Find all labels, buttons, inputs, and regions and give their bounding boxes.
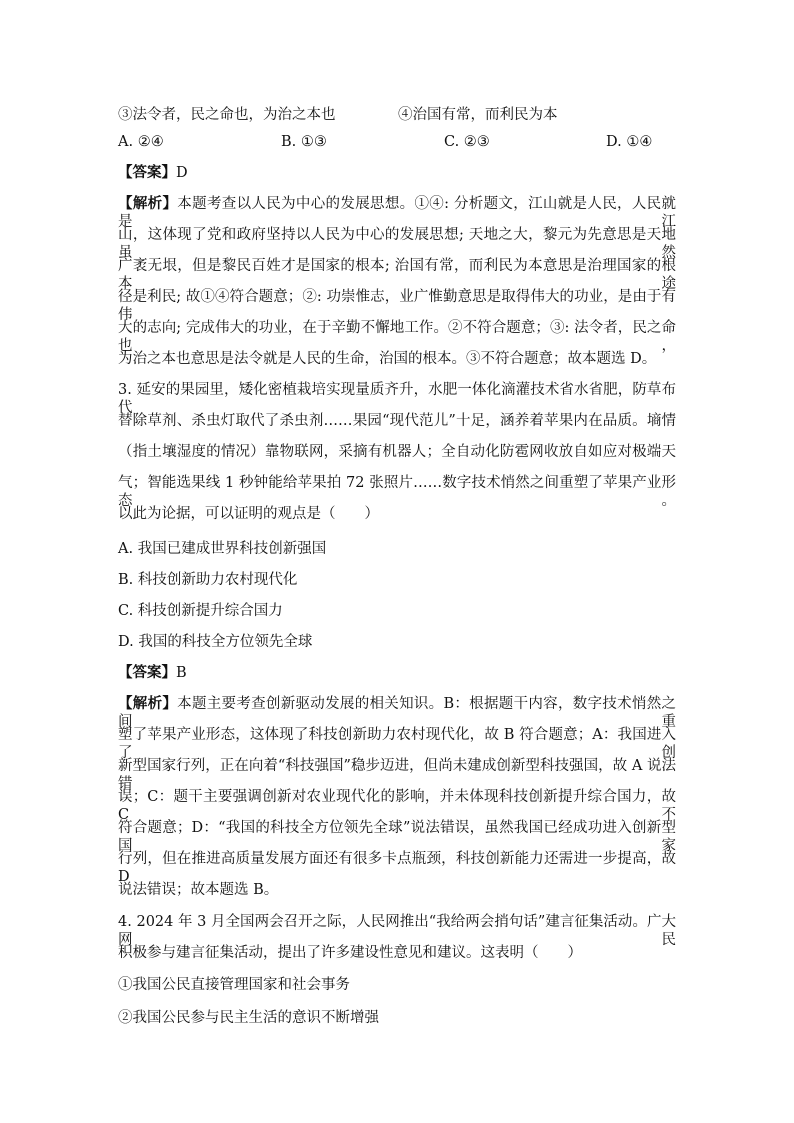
answer-label: 【答案】: [118, 164, 176, 181]
q3-option-d: D. 我国的科技全方位领先全球: [118, 634, 313, 650]
q4-option-1: ①我国公民直接管理国家和社会事务: [118, 977, 350, 993]
analysis-label: 【解析】: [118, 695, 178, 712]
q2-choice-c: C. ②③: [444, 134, 490, 150]
q3-answer: [118, 664, 187, 682]
q4-stem-line-2: 积极参与建言征集活动，提出了许多建设性意见和建议。这表明（ ）: [118, 945, 582, 961]
q3-analysis-line-5: 符合题意；D：“我国的科技全方位领先全球”说法错误，虽然我国已经成功进入创新型国家: [118, 820, 676, 854]
answer-value: B: [176, 665, 187, 681]
q2-option-4: ④治国有常，而利民为本: [398, 107, 558, 123]
q3-analysis-line-6: 行列，但在推进高质量发展方面还有很多卡点瓶颈，科技创新能力还需进一步提高，故 D: [118, 851, 676, 885]
q4-option-2: ②我国公民参与民主生活的意识不断增强: [118, 1010, 379, 1026]
q2-choice-b: B. ①③: [281, 134, 327, 150]
q3-analysis-line-2: 塑了苹果产业形态，这体现了科技创新助力农村现代化，故 B 符合题意；A：我国进入了创: [118, 727, 676, 761]
q2-analysis-line-6: 为治之本也意思是法令就是人民的生命，治国的根本。③不符合题意；故本题选 D。: [118, 351, 657, 367]
q3-stem-line-3: （指土壤湿度的情况）靠物联网，采摘有机器人；全自动化防雹网收放自如应对极端天: [118, 444, 676, 460]
analysis-text: 本题考查以人民为中心的发展思想。①④: 分析题文，江山就是人民，人民就是江: [118, 196, 676, 230]
q4-stem-line-1: 4. 2024 年 3 月全国两会召开之际，人民网推出“我给两会捎句话”建言征集活动。广大网民: [118, 914, 676, 948]
q3-option-a: A. 我国已建成世界科技创新强国: [118, 541, 327, 557]
q2-analysis-line-2: 山，这体现了党和政府坚持以人民为中心的发展思想; 天地之大，黎元为先意思是天地虽然: [118, 227, 676, 261]
q3-stem-line-2: 替除草剂、杀虫灯取代了杀虫剂……果园“现代范儿”十足，涵养着苹果内在品质。墒情: [118, 413, 676, 429]
q3-stem-line-4: 气；智能选果线 1 秒钟能给苹果拍 72 张照片……数字技术悄然之间重塑了苹果产业形态。: [118, 475, 676, 509]
q3-option-b: B. 科技创新助力农村现代化: [118, 572, 298, 588]
q3-analysis-line-3: 新型国家行列，正在向着“科技强国”稳步迈进，但尚未建成创新型科技强国，故 A 说法错: [118, 758, 676, 792]
q3-analysis-line-7: 说法错误；故本题选 B。: [118, 882, 279, 898]
q2-analysis-line-5: 大的志向; 完成伟大的功业，在于辛勤不懈地工作。②不符合题意；③: 法令者，民之命也，: [118, 320, 676, 354]
analysis-label: 【解析】: [118, 195, 178, 212]
q2-option-3: ③法令者，民之命也，为治之本也: [118, 107, 336, 123]
q2-analysis-line-4: 径是利民; 故①④符合题意；②: 功崇惟志，业广惟勤意思是取得伟大的功业，是由于有伟: [118, 289, 676, 323]
q2-answer: [118, 164, 188, 182]
answer-label: 【答案】: [118, 664, 176, 681]
q3-stem-line-5: 以此为论据，可以证明的观点是（ ）: [118, 506, 379, 522]
q2-choice-d: D. ①④: [606, 134, 653, 150]
q2-choice-a: A. ②④: [118, 134, 164, 150]
answer-value: D: [176, 165, 188, 181]
analysis-text: 本题主要考查创新驱动发展的相关知识。B：根据题干内容，数字技术悄然之间重: [118, 696, 676, 730]
q3-analysis-line-4: 误；C：题干主要强调创新对农业现代化的影响，并未体现科技创新提升综合国力，故 C 不: [118, 789, 676, 823]
q3-option-c: C. 科技创新提升综合国力: [118, 603, 283, 619]
q2-analysis-line-3: 广袤无垠，但是黎民百姓才是国家的根本; 治国有常，而利民为本意思是治理国家的根本途: [118, 258, 676, 292]
q3-stem-line-1: 3. 延安的果园里，矮化密植栽培实现量质齐升，水肥一体化滴灌技术省水省肥，防草布代: [118, 382, 676, 416]
